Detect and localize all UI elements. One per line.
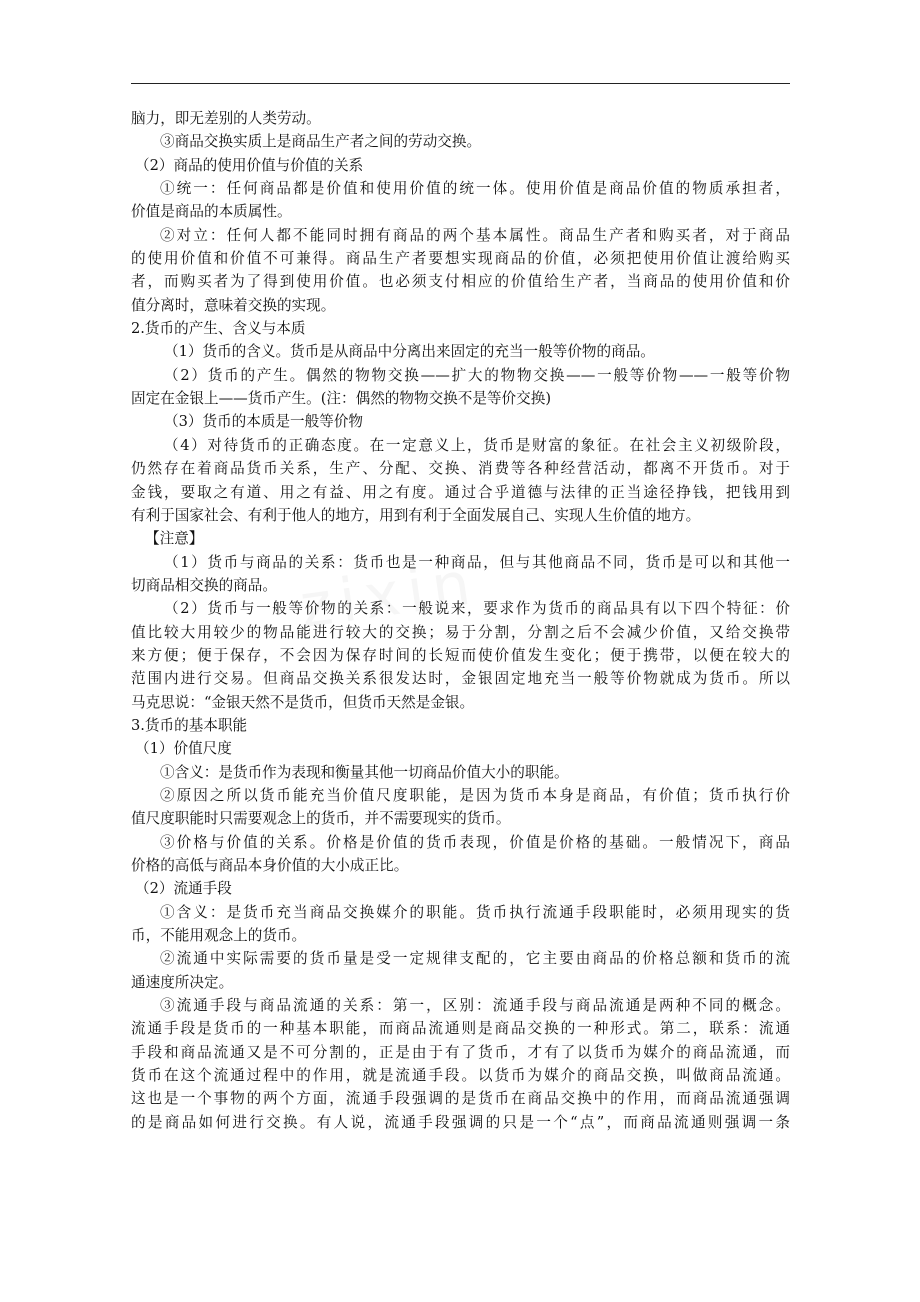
text-line: ②原因之所以货币能充当价值尺度职能，是因为货币本身是商品，有价值；货币执行价 xyxy=(160,786,790,804)
section-heading: （2）商品的使用价值与价值的关系 xyxy=(135,156,364,174)
section-heading: 2.货币的产生、含义与本质 xyxy=(131,320,306,338)
text-line: ①统一：任何商品都是价值和使用价值的统一体。使用价值是商品价值的物质承担者， xyxy=(160,180,790,198)
text-line: （2）货币与一般等价物的关系：一般说来，要求作为货币的商品具有以下四个特征：价 xyxy=(164,600,790,618)
text-line: 来方便；便于保存，不会因为保存时间的长短而使价值发生变化；便于携带，以便在较大的 xyxy=(131,646,790,664)
text-line: ②对立：任何人都不能同时拥有商品的两个基本属性。商品生产者和购买者，对于商品 xyxy=(160,226,790,244)
text-line: ③价格与价值的关系。价格是价值的货币表现，价值是价格的基础。一般情况下，商品 xyxy=(160,833,790,851)
text-line: 固定在金银上——货币产生。(注：偶然的物物交换不是等价交换) xyxy=(131,390,552,408)
text-line: ①含义：是货币作为表现和衡量其他一切商品价值大小的职能。 xyxy=(160,763,569,781)
text-line: ②流通中实际需要的货币量是受一定规律支配的，它主要由商品的价格总额和货币的流 xyxy=(160,950,790,968)
text-line: （1）货币的含义。货币是从商品中分离出来固定的充当一般等价物的商品。 xyxy=(164,343,655,361)
text-line: 的使用价值和价值不可兼得。商品生产者要想实现商品的价值，必须把使用价值让渡给购买 xyxy=(131,250,790,268)
text-line: 价格的高低与商品本身价值的大小成正比。 xyxy=(131,857,409,874)
text-line: 脑力，即无差别的人类劳动。 xyxy=(131,110,321,127)
text-line: （2）货币的产生。偶然的物物交换——扩大的物物交换——一般等价物——一般等价物 xyxy=(164,366,790,384)
text-line: 金钱，要取之有道、用之有益、用之有度。通过合乎道德与法律的正当途径挣钱，把钱用到 xyxy=(131,483,790,501)
text-line: （1）货币与商品的关系：货币也是一种商品，但与其他商品不同，货币是可以和其他一 xyxy=(164,553,790,571)
text-line: 者，而购买者为了得到使用价值。也必须支付相应的价值给生产者，当商品的使用价值和价 xyxy=(131,273,790,291)
text-line: 的是商品如何进行交换。有人说，流通手段强调的只是一个“点”，而商品流通则强调一条 xyxy=(131,1113,790,1131)
document-body xyxy=(131,107,790,1134)
text-line: 这也是一个事物的两个方面，流通手段强调的是货币在商品交换中的作用，而商品流通强调 xyxy=(131,1090,790,1108)
text-line: 值分离时，意味着交换的实现。 xyxy=(131,296,336,314)
header-rule xyxy=(131,83,790,84)
text-line: 价值是商品的本质属性。 xyxy=(131,203,292,221)
text-line: （4）对待货币的正确态度。在一定意义上，货币是财富的象征。在社会主义初级阶段， xyxy=(164,436,790,454)
section-heading: 3.货币的基本职能 xyxy=(131,716,248,734)
text-line: 范围内进行交易。但商品交换关系很发达时，金银固定地充当一般等价物就成为货币。所以 xyxy=(131,670,790,688)
text-line: ③流通手段与商品流通的关系：第一，区别：流通手段与商品流通是两种不同的概念。 xyxy=(160,997,790,1015)
text-line: 仍然存在着商品货币关系，生产、分配、交换、消费等各种经营活动，都离不开货币。对于 xyxy=(131,460,790,478)
text-line: 值比较大用较少的物品能进行较大的交换；易于分割，分割之后不会减少价值，又给交换带 xyxy=(131,623,790,641)
text-line: （3）货币的本质是一般等价物 xyxy=(164,413,364,431)
text-line: 马克思说：“金银天然不是货币，但货币天然是金银。 xyxy=(131,693,475,711)
text-line: 流通手段是货币的一种基本职能，而商品流通则是商品交换的一种形式。第二，联系：流通 xyxy=(131,1020,790,1038)
text-line: 有利于国家社会、有利于他人的地方，用到有利于全面发展自己、实现人生价值的地方。 xyxy=(131,506,701,524)
text-line: 货币在这个流通过程中的作用，就是流通手段。以货币为媒介的商品交换，叫做商品流通。 xyxy=(131,1067,790,1085)
note-heading: 【注意】 xyxy=(145,530,204,548)
section-heading: （2）流通手段 xyxy=(135,880,232,898)
text-line: 切商品相交换的商品。 xyxy=(131,576,277,594)
text-line: 通速度所决定。 xyxy=(131,973,234,991)
section-heading: （1）价值尺度 xyxy=(135,740,232,758)
text-line: 币，不能用观念上的货币。 xyxy=(131,927,307,945)
text-line: ①含义：是货币充当商品交换媒介的职能。货币执行流通手段职能时，必须用现实的货 xyxy=(160,903,790,921)
text-line: 手段和商品流通又是不可分割的，正是由于有了货币，才有了以货币为媒介的商品流通，而 xyxy=(131,1043,790,1061)
text-line: 值尺度职能时只需要观念上的货币，并不需要现实的货币。 xyxy=(131,810,511,828)
text-line: ③商品交换实质上是商品生产者之间的劳动交换。 xyxy=(160,133,482,151)
